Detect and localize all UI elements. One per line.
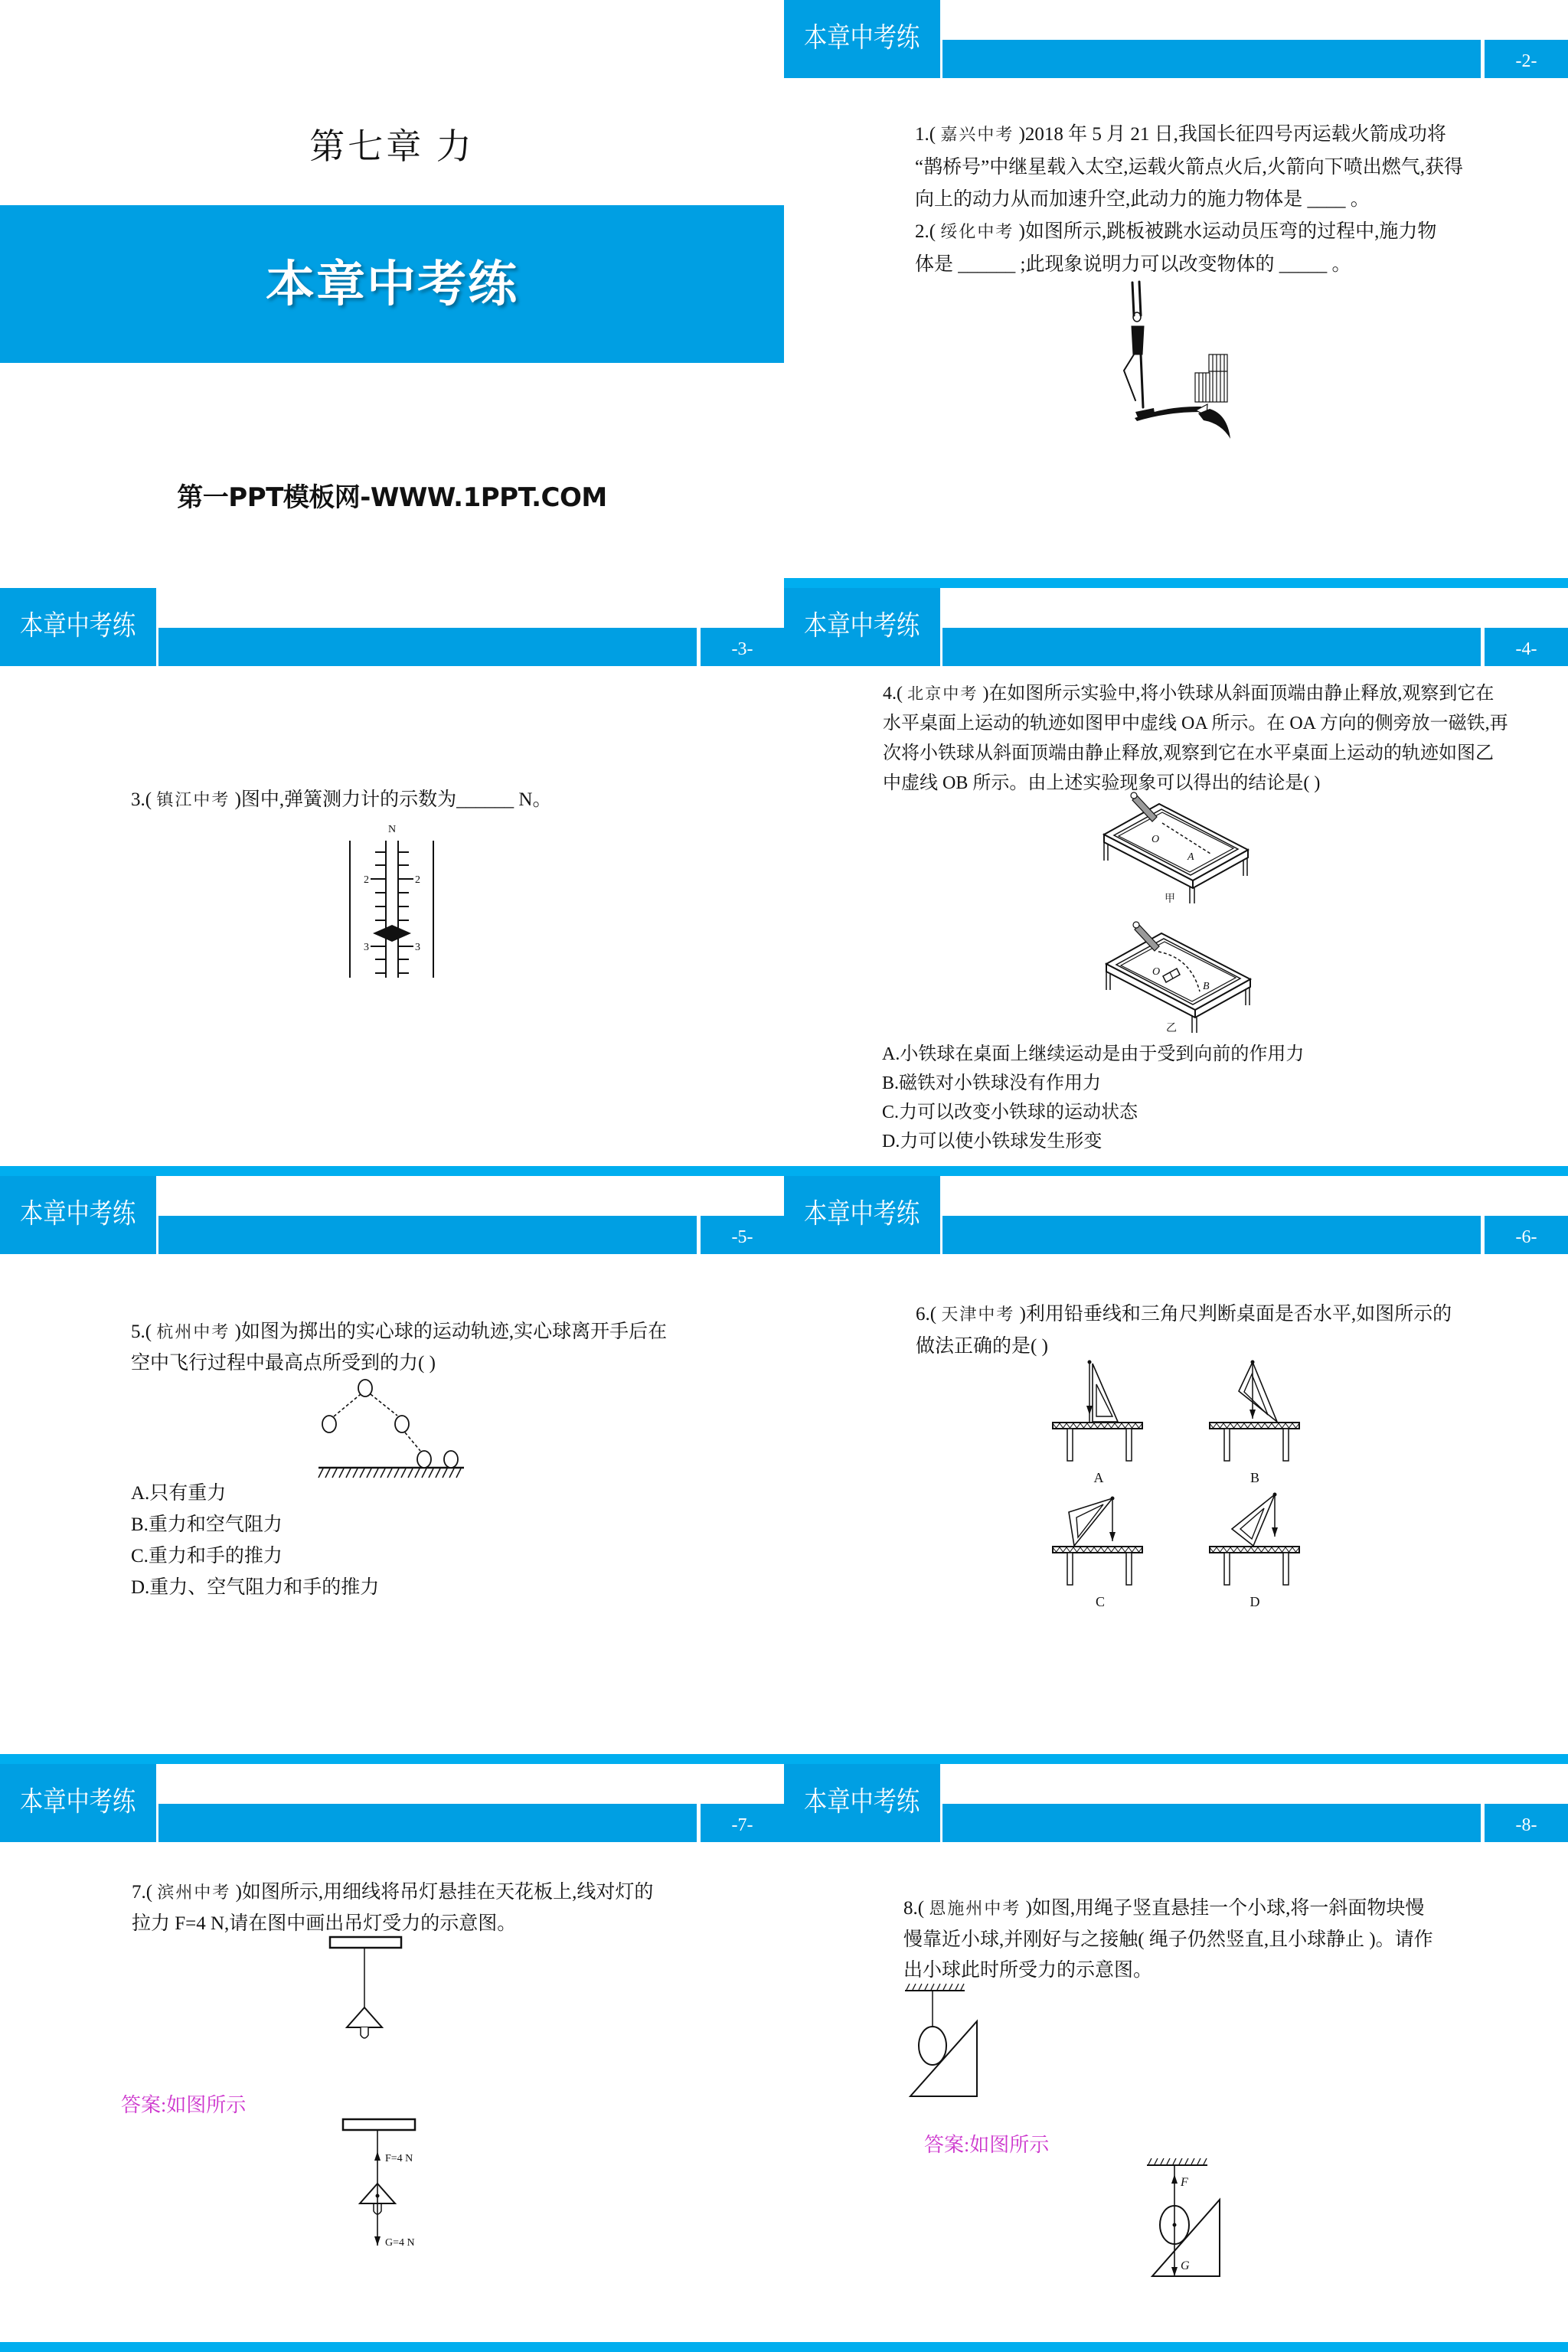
- point-label: A: [1187, 851, 1194, 863]
- plumb-pivot: [1273, 1493, 1277, 1497]
- diver-icon: [1124, 282, 1155, 417]
- page-number: -3-: [701, 628, 784, 666]
- header-title: 本章中考练: [804, 22, 920, 54]
- option-figure-a: [1053, 1361, 1142, 1486]
- question-source: 天津中考: [941, 1305, 1015, 1325]
- ground-hatching: [318, 1468, 461, 1478]
- figure-caption: 甲: [1165, 893, 1175, 905]
- ball: [444, 1451, 458, 1468]
- header-title: 本章中考练: [804, 1198, 920, 1230]
- page-number: -5-: [701, 1216, 784, 1254]
- diver-leg: [1141, 354, 1143, 407]
- option-c: C.力可以改变小铁球的运动状态: [882, 1102, 1138, 1122]
- pointer-diamond-icon: [373, 925, 411, 942]
- tick-label: 2: [415, 874, 420, 886]
- question-line: 空中飞行过程中最高点所受到的力( ): [131, 1353, 436, 1374]
- question-number: 6.(: [916, 1304, 942, 1325]
- triangle-ruler: [1232, 1494, 1275, 1546]
- question-text-first: )利用铅垂线和三角尺判断桌面是否水平,如图所示的: [1014, 1304, 1452, 1325]
- lamp-shade-icon: [347, 2007, 382, 2027]
- diver-arm: [1132, 283, 1134, 315]
- answer-label: 答案:如图所示: [924, 2134, 1050, 2156]
- answer-options: [882, 1040, 1304, 1156]
- question-number: 1.(: [915, 124, 941, 145]
- triangle-ruler-inner: [1244, 1374, 1268, 1415]
- question-text-first: )2018 年 5 月 21 日,我国长征四号丙运载火箭成功将: [1014, 124, 1446, 145]
- table: [1210, 1423, 1299, 1461]
- question-number: 8.(: [903, 1898, 929, 1919]
- spring-scale-figure: [0, 588, 784, 1176]
- diver-swimsuit: [1132, 326, 1144, 354]
- question-source: 北京中考: [907, 684, 978, 703]
- figure-label: A: [1093, 1470, 1104, 1485]
- ball: [322, 1416, 336, 1432]
- question-text-first: )图中,弹簧测力计的示数为______ N。: [230, 789, 552, 810]
- page-number: -6-: [1485, 1216, 1568, 1254]
- platform-stairs: [1195, 354, 1227, 402]
- tick-label: 2: [364, 874, 369, 886]
- question-text-first: )如图为掷出的实心球的运动轨迹,实心球离开手后在: [230, 1321, 668, 1342]
- header-title: 本章中考练: [20, 610, 136, 642]
- question-line: 中虚线 OB 所示。由上述实验现象可以得出的结论是( ): [883, 773, 1321, 793]
- header-title: 本章中考练: [20, 1198, 136, 1230]
- point-label: O: [1152, 966, 1161, 978]
- answer-label: 答案:如图所示: [121, 2094, 247, 2116]
- ceiling-plate: [343, 2119, 415, 2130]
- diver-leg: [1124, 354, 1135, 400]
- table: [1053, 1423, 1142, 1461]
- incline-block: [910, 2021, 977, 2096]
- option-figure-c: [1053, 1497, 1142, 1610]
- question-source: 嘉兴中考: [940, 126, 1014, 145]
- option-b: B.磁铁对小铁球没有作用力: [882, 1073, 1102, 1093]
- question-line: 次将小铁球从斜面顶端由静止释放,观察到它在水平桌面上运动的轨迹如图乙: [883, 743, 1494, 763]
- option-c: C.重力和手的推力: [131, 1546, 283, 1566]
- scale-ticks: [371, 852, 413, 973]
- watermark-text: 第一PPT模板网-WWW.1PPT.COM: [177, 482, 607, 513]
- question-number: 5.(: [131, 1321, 157, 1342]
- ball-positions: [322, 1380, 458, 1468]
- force-label-f: F=4 N: [385, 2153, 413, 2164]
- unit-label: N: [387, 824, 397, 835]
- figure-label: D: [1250, 1594, 1260, 1609]
- plumb-pivot: [1111, 1497, 1115, 1501]
- force-label-g: G=4 N: [385, 2237, 415, 2249]
- page-number: -4-: [1485, 628, 1568, 666]
- answer-lamp-figure: [343, 2119, 415, 2249]
- diver-head: [1133, 312, 1141, 322]
- slide-5: [0, 1176, 784, 1764]
- bottom-strip: [0, 2342, 784, 2352]
- arrow-up-icon: [374, 2151, 381, 2161]
- header-title: 本章中考练: [20, 1786, 136, 1818]
- triangle-ruler: [1069, 1498, 1112, 1546]
- option-b: B.重力和空气阻力: [131, 1514, 283, 1535]
- question-number: 4.(: [883, 684, 907, 704]
- question-number: 2.(: [915, 221, 941, 242]
- plumb-pivot: [1088, 1361, 1092, 1364]
- arrow-down-icon: [1171, 2267, 1178, 2276]
- figure-jia: [1104, 792, 1248, 905]
- option-a: A.只有重力: [131, 1483, 227, 1504]
- question-source: 绥化中考: [940, 223, 1014, 242]
- ball: [395, 1416, 409, 1432]
- force-label-g: G: [1181, 2259, 1190, 2272]
- figure-label: C: [1095, 1594, 1106, 1609]
- table: [1210, 1547, 1299, 1585]
- tick-label: 3: [364, 942, 369, 953]
- question-line: 做法正确的是( ): [916, 1336, 1048, 1357]
- shot-put-trajectory-figure: [0, 1176, 784, 1764]
- point-label: O: [1152, 834, 1160, 845]
- ball-and-incline-figures: [784, 1764, 1568, 2352]
- option-d: D.力可以使小铁球发生形变: [882, 1132, 1102, 1152]
- option-d: D.重力、空气阻力和手的推力: [131, 1577, 380, 1598]
- header-title: 本章中考练: [804, 1786, 920, 1818]
- question-text-first: )如图所示,用细线将吊灯悬挂在天花板上,线对灯的: [230, 1882, 654, 1903]
- header-title: 本章中考练: [804, 610, 920, 642]
- triangle-ruler-inner: [1076, 1504, 1103, 1537]
- question-lamp-figure: [330, 1937, 401, 2038]
- slide-6: [784, 1176, 1568, 1764]
- chapter-title: 第七章 力: [309, 127, 475, 166]
- bottom-strip: [784, 1754, 1568, 1764]
- ceiling-hatching: [1148, 2158, 1207, 2164]
- bottom-strip: [784, 1166, 1568, 1176]
- question-line: 水平桌面上运动的轨迹如图甲中虚线 OA 所示。在 OA 方向的侧旁放一磁铁,再: [883, 714, 1508, 733]
- question-text-first: )如图所示,跳板被跳水运动员压弯的过程中,施力物: [1014, 221, 1437, 242]
- diver-springboard-figure: [784, 0, 1568, 588]
- point-label: B: [1203, 981, 1210, 992]
- banner-title: 本章中考练: [266, 256, 518, 313]
- question-text-first: )如图,用绳子竖直悬挂一个小球,将一斜面物块慢: [1021, 1898, 1425, 1919]
- question-line: 出小球此时所受力的示意图。: [903, 1960, 1153, 1981]
- question-source: 杭州中考: [156, 1323, 230, 1342]
- question-line: 慢靠近小球,并刚好与之接触( 绳子仍然竖直,且小球静止 )。请作: [903, 1929, 1433, 1950]
- table-with-ramp: [1106, 922, 1250, 1033]
- option-a: A.小铁球在桌面上继续运动是由于受到向前的作用力: [882, 1044, 1305, 1064]
- option-figure-d: [1210, 1493, 1299, 1610]
- answer-ball-figure: [1147, 2158, 1220, 2276]
- question-source: 镇江中考: [156, 791, 230, 810]
- question-text-first: )在如图所示实验中,将小铁球从斜面顶端由静止释放,观察到它在: [978, 684, 1494, 704]
- slide-3: [0, 588, 784, 1176]
- arrow-up-icon: [1171, 2174, 1178, 2184]
- center-of-gravity: [376, 2194, 380, 2198]
- page-number: -7-: [701, 1804, 784, 1842]
- slide-2: [784, 0, 1568, 588]
- figure-caption: 乙: [1166, 1023, 1177, 1034]
- hanging-lamp-figures: [0, 1764, 784, 2352]
- question-number: 7.(: [132, 1882, 158, 1903]
- plumb-pivot: [1251, 1361, 1255, 1364]
- force-label-f: F: [1181, 2176, 1188, 2189]
- arrow-down-icon: [1250, 1410, 1256, 1419]
- question-ball-figure: [905, 1984, 977, 2096]
- figure-yi: [1106, 922, 1250, 1034]
- question-line: “鹊桥号”中继星载入太空,运载火箭点火后,火箭向下喷出燃气,获得: [915, 157, 1463, 178]
- table-with-ramp: [1104, 792, 1248, 903]
- board-base: [1198, 409, 1230, 439]
- table: [1053, 1547, 1142, 1585]
- bottom-strip: [0, 1166, 784, 1176]
- question-line: 拉力 F=4 N,请在图中画出吊灯受力的示意图。: [132, 1913, 517, 1934]
- slide-4: [784, 588, 1568, 1176]
- option-figure-b: [1210, 1361, 1299, 1486]
- tick-label: 3: [415, 942, 420, 953]
- page-number: -8-: [1485, 1804, 1568, 1842]
- arrow-down-icon: [374, 2236, 381, 2246]
- slide-8: [784, 1764, 1568, 2352]
- center-of-gravity: [1173, 2223, 1177, 2227]
- plumb-line-tables-figure: [784, 1176, 1568, 1764]
- bottom-strip: [784, 578, 1568, 588]
- ball: [417, 1451, 431, 1468]
- arrow-down-icon: [1109, 1532, 1116, 1541]
- question-source: 滨州中考: [157, 1883, 231, 1903]
- slide-1-title: [0, 0, 784, 588]
- figure-label: B: [1250, 1470, 1260, 1485]
- question-number: 3.(: [131, 789, 157, 810]
- diver-arm: [1139, 282, 1141, 315]
- arrow-down-icon: [1272, 1527, 1278, 1537]
- answer-options: [131, 1478, 379, 1603]
- bottom-strip: [0, 1754, 784, 1764]
- page-number: -2-: [1485, 40, 1568, 78]
- bottom-strip: [784, 2342, 1568, 2352]
- arrow-down-icon: [1086, 1406, 1093, 1415]
- ball: [919, 2027, 946, 2065]
- question-line: 体是 ______ ;此现象说明力可以改变物体的 _____ 。: [915, 254, 1351, 275]
- lamp-bulb-icon: [361, 2027, 368, 2038]
- question-source: 恩施州中考: [929, 1900, 1021, 1919]
- ceiling-plate: [330, 1937, 401, 1948]
- slide-7: [0, 1764, 784, 2352]
- ceiling-hatching: [906, 1984, 964, 1990]
- scale-body: [350, 841, 433, 978]
- question-line: 向上的动力从而加速升空,此动力的施力物体是 ____ 。: [915, 189, 1370, 210]
